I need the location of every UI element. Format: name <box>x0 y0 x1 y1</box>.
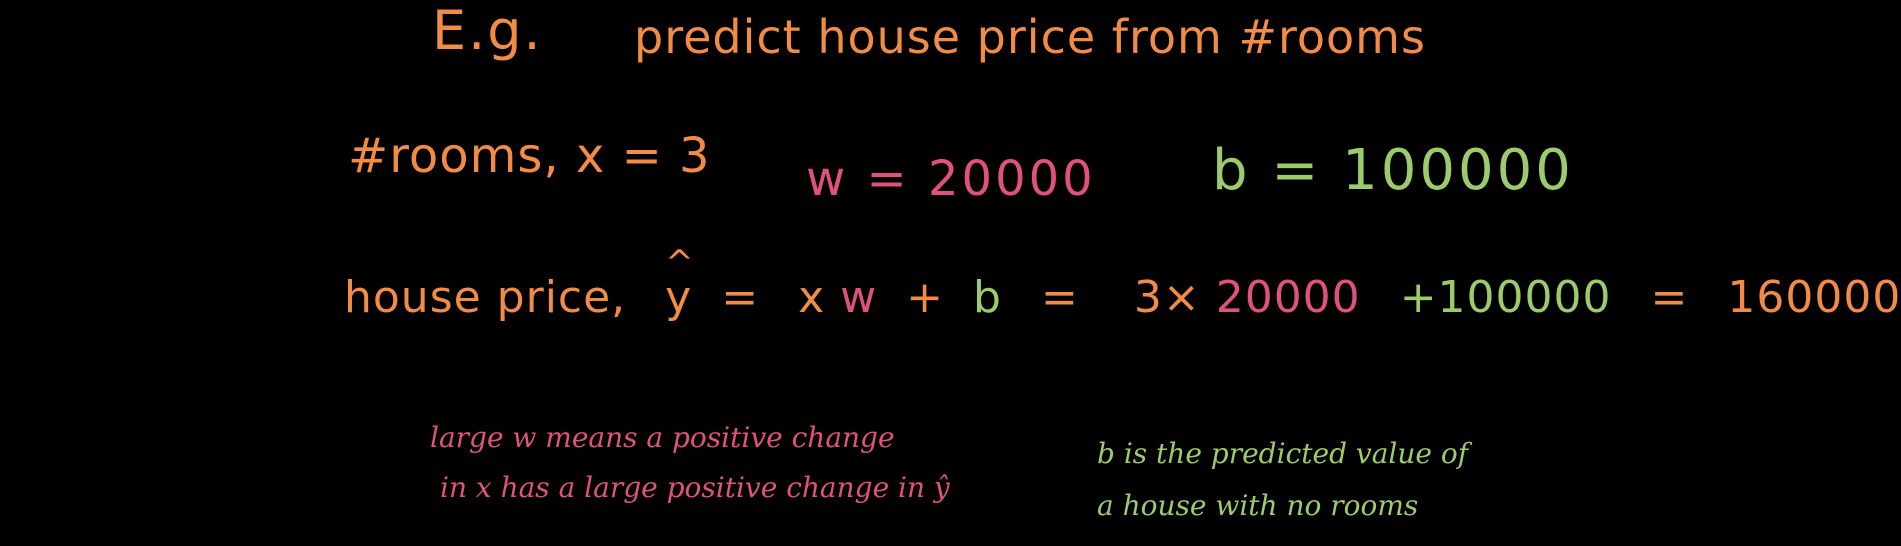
equals-sign: = <box>1650 272 1689 323</box>
price-result: 160000 <box>1727 272 1901 323</box>
w-equation: w = 20000 <box>806 151 1096 207</box>
note-w-line-1: large w means a positive change <box>430 421 895 454</box>
note-b-line-2: a house with no rooms <box>1097 489 1419 522</box>
price-equation <box>344 272 1901 323</box>
note-w-line-2: in x has a large positive change in ŷ <box>440 471 950 504</box>
equals-sign: = <box>721 272 760 323</box>
b-variable: b <box>973 272 1002 323</box>
note-b-line-1: b is the predicted value of <box>1097 437 1469 470</box>
b-equation: b = 100000 <box>1212 138 1574 203</box>
plus-sign: + <box>906 272 945 323</box>
equals-sign: = <box>1040 272 1079 323</box>
title-text: predict house price from #rooms <box>634 10 1426 64</box>
w-value: 20000 <box>1215 272 1361 323</box>
x-variable: x <box>798 272 826 323</box>
w-variable: w <box>840 272 878 323</box>
title-eg: E.g. <box>432 0 543 62</box>
rooms-multiplier: 3× <box>1133 272 1201 323</box>
price-label: house price, <box>344 272 627 323</box>
rooms-equation: #rooms, x = 3 <box>348 128 711 184</box>
y-hat-symbol: ^ y <box>665 276 692 320</box>
b-term: +100000 <box>1399 272 1612 323</box>
